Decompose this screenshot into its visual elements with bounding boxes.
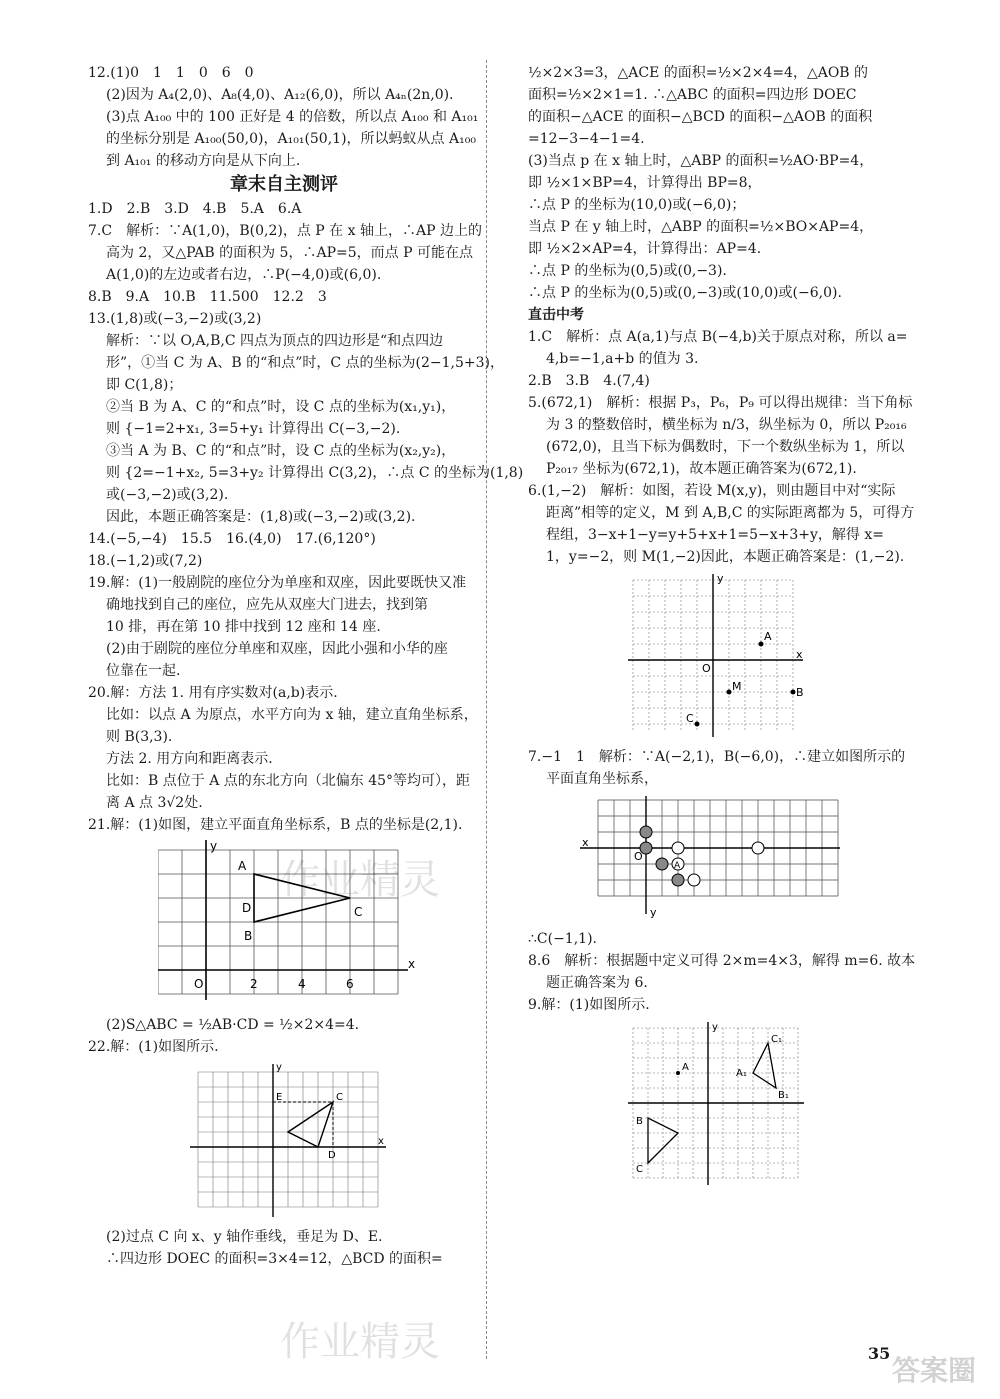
answer-19e: 位靠在一起. bbox=[106, 663, 181, 679]
answer-20f: 离 A 点 3√2处. bbox=[106, 795, 203, 811]
answer-13j: 因此，本题正确答案是：(1,8)或(−3,−2)或(3,2). bbox=[106, 509, 416, 525]
answer-19: 19.解：(1)一般剧院的座位分为单座和双座，因此要既快又准 bbox=[88, 575, 467, 591]
answer-20e: 比如：B 点位于 A 点的东北方向（北偏东 45°等均可），距 bbox=[106, 773, 471, 789]
fig6-label-M: M bbox=[732, 680, 742, 693]
answer-13i: 或(−3,−2)或(3,2). bbox=[106, 487, 229, 503]
right-answer-6c: 程组，3−x+1−y=y+5+x+1=5−x+3+y，解得 x= bbox=[546, 527, 884, 543]
figure-22-graph bbox=[188, 1062, 388, 1222]
right-line-6: 即 ½×1×BP=4，计算得出 BP=8， bbox=[528, 175, 762, 191]
answer-13h: 则 {2=−1+x₂, 5=3+y₂ 计算得出 C(3,2)，∴点 C 的坐标为(1,8) bbox=[106, 465, 524, 481]
watermark-1: 作业精灵 bbox=[280, 857, 440, 903]
answers-8-12: 8.B 9.A 10.B 11.500 12.2 3 bbox=[88, 289, 327, 305]
answer-20: 20.解：方法 1. 用有序实数对(a,b)表示. bbox=[88, 685, 338, 701]
answers-1-6: 1.D 2.B 3.D 4.B 5.A 6.A bbox=[88, 201, 302, 217]
answer-7b: 高为 2，又△PAB 的面积为 5，∴AP=5，而点 P 可能在点 bbox=[106, 245, 473, 261]
fig21-label-O: O bbox=[194, 977, 204, 991]
right-line-11: ∴点 P 的坐标为(0,5)或(0,−3)或(10,0)或(−6,0). bbox=[528, 285, 842, 301]
right-line-5: (3)当点 p 在 x 轴上时，△ABP 的面积=½AO·BP=4， bbox=[528, 153, 874, 169]
fig6-label-O: O bbox=[702, 662, 711, 675]
right-answer-6: 6.(1,−2) 解析：如图，若设 M(x,y)，则由题目中对“实际 bbox=[528, 483, 896, 499]
answer-13g: ③当 A 为 B、C 的“和点”时，设 C 点的坐标为(x₂,y₂)， bbox=[106, 443, 456, 459]
right-answer-5: 5.(672,1) 解析：根据 P₃，P₆，P₉ 可以得出规律：当下角标 bbox=[528, 395, 913, 411]
fig7-label-A: A bbox=[674, 861, 681, 871]
fig21-tick-2: 2 bbox=[250, 977, 258, 991]
fig6-label-B: B bbox=[796, 686, 804, 699]
answer-21: 21.解：(1)如图，建立平面直角坐标系，B 点的坐标是(2,1). bbox=[88, 817, 463, 833]
fig7-label-O: O bbox=[634, 850, 643, 863]
fig21-axis-y: y bbox=[210, 840, 218, 853]
fig9-label-A: A bbox=[682, 1062, 689, 1073]
right-line-2: 面积=½×2×1=1. ∴△ABC 的面积=四边形 DOEC bbox=[528, 87, 857, 103]
right-column bbox=[528, 62, 918, 1194]
subsection-title: 直击中考 bbox=[528, 307, 584, 323]
fig7-axis-x: x bbox=[582, 836, 589, 849]
column-divider bbox=[486, 60, 487, 1359]
fig9-label-B: B bbox=[636, 1116, 643, 1127]
answer-12-3c: 到 A₁₀₁ 的移动方向是从下向上. bbox=[106, 153, 301, 169]
answer-13f: 则 {−1=2+x₁, 3=5+y₁ 计算得出 C(−3,−2). bbox=[106, 421, 401, 437]
figure-22 bbox=[88, 1062, 480, 1222]
corner-watermark: 答案圈 bbox=[891, 1354, 976, 1387]
fig21-label-B: B bbox=[244, 929, 253, 943]
fig21-label-C: C bbox=[354, 905, 363, 919]
answer-13d: 即 C(1,8)； bbox=[106, 377, 183, 393]
right-answer-6b: 距离”相等的定义，M 到 A,B,C 的实际距离都为 5，可得方 bbox=[546, 505, 915, 521]
answer-19c: 10 排，再在第 10 排中找到 12 座和 14 座. bbox=[106, 619, 381, 635]
answer-12-3b: 的坐标分别是 A₁₀₀(50,0)，A₁₀₁(50,1)，所以蚂蚁从点 A₁₀₀ bbox=[106, 131, 476, 147]
figure-6-graph bbox=[628, 572, 808, 742]
answer-12-1: 12.(1)0 1 1 0 6 0 bbox=[88, 65, 254, 81]
right-answer-7c: ∴C(−1,1). bbox=[528, 931, 597, 947]
right-line-9: 即 ½×2×AP=4，计算得出：AP=4. bbox=[528, 241, 762, 257]
answer-13e: ②当 B 为 A、C 的“和点”时，设 C 点的坐标为(x₁,y₁)， bbox=[106, 399, 456, 415]
figure-7 bbox=[528, 794, 918, 924]
fig21-tick-6: 6 bbox=[346, 977, 354, 991]
answer-20b: 比如：以点 A 为原点，水平方向为 x 轴，建立直角坐标系， bbox=[106, 707, 478, 723]
answer-19d: (2)由于剧院的座位分单座和双座，因此小强和小华的座 bbox=[106, 641, 448, 657]
right-line-4: =12−3−4−1=4. bbox=[528, 131, 645, 147]
answers-14-17: 14.(−5,−4) 15.5 16.(4,0) 17.(6,120°) bbox=[88, 531, 376, 547]
answer-22-2: (2)过点 C 向 x、y 轴作垂线，垂足为 D、E. bbox=[106, 1229, 383, 1245]
right-answer-6d: 1，y=−2，则 M(1,−2)因此，本题正确答案是：(1,−2). bbox=[546, 549, 905, 565]
fig22-axis-y: y bbox=[276, 1062, 282, 1073]
fig6-label-C: C bbox=[686, 712, 694, 725]
fig7-axis-y: y bbox=[650, 906, 657, 919]
right-answer-5b: 为 3 的整数倍时，横坐标为 n/3，纵坐标为 0，所以 P₂₀₁₆ bbox=[546, 417, 907, 433]
section-title: 章末自主测评 bbox=[230, 174, 338, 195]
left-column bbox=[88, 62, 524, 1270]
fig21-axis-x: x bbox=[408, 957, 416, 971]
fig21-label-D: D bbox=[242, 901, 252, 915]
answer-13: 13.(1,8)或(−3,−2)或(3,2) bbox=[88, 311, 262, 327]
answer-12-3: (3)点 A₁₀₀ 中的 100 正好是 4 的倍数，所以点 A₁₀₀ 和 A₁₀₁ bbox=[106, 109, 479, 125]
answer-12-2: (2)因为 A₄(2,0)、A₈(4,0)、A₁₂(6,0)，所以 A₄ₙ(2n,0). bbox=[106, 87, 454, 103]
right-line-10: ∴点 P 的坐标为(0,5)或(0,−3). bbox=[528, 263, 727, 279]
right-answer-8b: 题正确答案为 6. bbox=[546, 975, 648, 991]
answer-19b: 确地找到自己的座位，应先从双座大门进去，找到第 bbox=[106, 597, 428, 613]
right-answer-5d: P₂₀₁₇ 坐标为(672,1)，故本题正确答案为(672,1). bbox=[546, 461, 857, 477]
figure-9-graph bbox=[628, 1020, 808, 1190]
right-line-3: 的面积−△ACE 的面积−△BCD 的面积−△AOB 的面积 bbox=[528, 109, 873, 125]
answer-20d: 方法 2. 用方向和距离表示. bbox=[106, 751, 273, 767]
figure-6 bbox=[528, 572, 918, 742]
right-line-8: 当点 P 在 y 轴上时，△ABP 的面积=½×BO×AP=4， bbox=[528, 219, 874, 235]
fig6-label-A: A bbox=[764, 630, 772, 643]
answer-22-2b: ∴四边形 DOEC 的面积=3×4=12，△BCD 的面积= bbox=[106, 1251, 443, 1267]
answer-13b: 解析：∵以 O,A,B,C 四点为顶点的四边形是“和点四边 bbox=[106, 333, 444, 349]
fig22-label-D: D bbox=[328, 1150, 336, 1161]
right-line-7: ∴点 P 的坐标为(10,0)或(−6,0)； bbox=[528, 197, 746, 213]
right-answer-7b: 平面直角坐标系， bbox=[546, 771, 658, 787]
right-answer-1: 1.C 解析：点 A(a,1)与点 B(−4,b)关于原点对称，所以 a= bbox=[528, 329, 908, 345]
answer-18: 18.(−1,2)或(7,2) bbox=[88, 553, 203, 569]
right-answer-9: 9.解：(1)如图所示. bbox=[528, 997, 650, 1013]
fig22-label-E: E bbox=[276, 1092, 283, 1103]
fig21-label-A: A bbox=[238, 859, 247, 873]
fig9-label-C: C bbox=[636, 1164, 643, 1175]
answer-21-2: (2)S△ABC = ½AB·CD = ½×2×4=4. bbox=[106, 1017, 360, 1033]
answer-7: 7.C 解析：∵A(1,0)，B(0,2)，点 P 在 x 轴上，∴AP 边上的 bbox=[88, 223, 482, 239]
fig9-axis-y: y bbox=[712, 1022, 718, 1033]
right-answers-2-4: 2.B 3.B 4.(7,4) bbox=[528, 373, 650, 389]
fig21-tick-4: 4 bbox=[298, 977, 306, 991]
answer-22: 22.解：(1)如图所示. bbox=[88, 1039, 219, 1055]
right-line-1: ½×2×3=3，△ACE 的面积=½×2×4=4，△AOB 的 bbox=[528, 65, 869, 81]
fig22-label-C: C bbox=[336, 1092, 343, 1103]
answer-7c: A(1,0)的左边或者右边，∴P(−4,0)或(6,0). bbox=[106, 267, 382, 283]
fig22-axis-x: x bbox=[378, 1136, 384, 1147]
watermark-2: 作业精灵 bbox=[280, 1319, 440, 1365]
fig9-label-C1: C₁ bbox=[771, 1034, 782, 1045]
right-answer-7: 7.−1 1 解析：∵A(−2,1)，B(−6,0)，∴建立如图所示的 bbox=[528, 749, 906, 765]
answer-20c: 则 B(3,3). bbox=[106, 729, 173, 745]
answer-13c: 形”，①当 C 为 A、B 的“和点”时，C 点的坐标为(2−1,5+3)， bbox=[106, 355, 505, 371]
right-answer-5c: (672,0)，且当下标为偶数时，下一个数纵坐标为 1，所以 bbox=[546, 439, 905, 455]
page-number: 35 bbox=[868, 1344, 891, 1363]
figure-7-board bbox=[578, 794, 848, 924]
figure-9 bbox=[528, 1020, 918, 1190]
fig9-label-B1: B₁ bbox=[778, 1090, 789, 1101]
fig9-label-A1: A₁ bbox=[736, 1068, 747, 1079]
fig6-axis-x: x bbox=[796, 648, 803, 661]
right-answer-1b: 4,b=−1,a+b 的值为 3. bbox=[546, 351, 699, 367]
right-answer-8: 8.6 解析：根据题中定义可得 2×m=4×3，解得 m=6. 故本 bbox=[528, 953, 916, 969]
fig6-axis-y: y bbox=[717, 572, 724, 585]
